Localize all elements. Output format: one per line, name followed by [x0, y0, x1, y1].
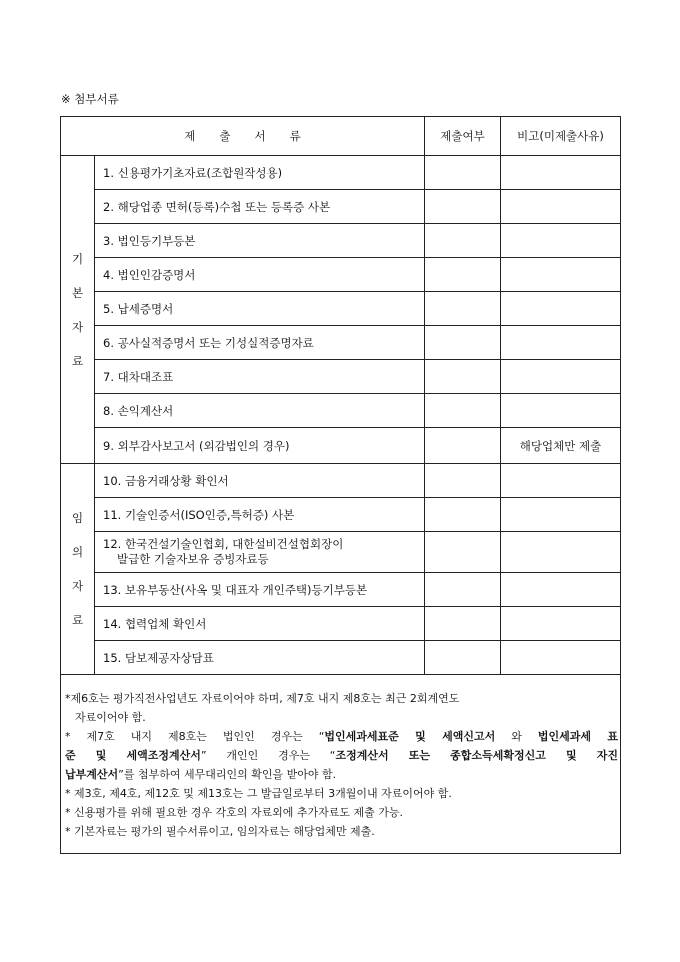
doc-item: 1. 신용평가기초자료(조합원작성용)	[95, 156, 425, 190]
note-5: * 기본자료는 평가의 필수서류이고, 임의자료는 해당업체만 제출.	[65, 825, 375, 838]
table-row	[61, 326, 621, 360]
table-row	[61, 532, 621, 573]
doc-item	[95, 532, 425, 573]
doc-item: 7. 대차대조표	[95, 360, 425, 394]
note-2c: 납부계산서”를 첨부하여 세무대리인의 확인을 받아야 함.	[65, 768, 337, 781]
submitted-cell[interactable]	[425, 428, 501, 464]
table-row	[61, 498, 621, 532]
doc-item: 11. 기술인증서(ISO인증,특허증) 사본	[95, 498, 425, 532]
remark-cell[interactable]	[501, 156, 621, 190]
doc-item: 4. 법인인감증명서	[95, 258, 425, 292]
remark-cell[interactable]	[501, 258, 621, 292]
remark-cell[interactable]	[501, 224, 621, 258]
submitted-cell[interactable]	[425, 498, 501, 532]
table-row	[61, 224, 621, 258]
submitted-cell[interactable]	[425, 258, 501, 292]
doc-item: 5. 납세증명서	[95, 292, 425, 326]
doc-item: 2. 해당업종 면허(등록)수첩 또는 등록증 사본	[95, 190, 425, 224]
remark-cell[interactable]	[501, 394, 621, 428]
submitted-cell[interactable]	[425, 326, 501, 360]
table-row	[61, 573, 621, 607]
submitted-cell[interactable]	[425, 190, 501, 224]
table-row	[61, 292, 621, 326]
notes-row	[61, 675, 621, 854]
doc-item: 3. 법인등기부등본	[95, 224, 425, 258]
note-4: * 신용평가를 위해 필요한 경우 각호의 자료외에 추가자료도 제출 가능.	[65, 806, 403, 819]
submitted-cell[interactable]	[425, 607, 501, 641]
submitted-cell[interactable]	[425, 224, 501, 258]
submitted-cell[interactable]	[425, 464, 501, 498]
doc-item: 8. 손익계산서	[95, 394, 425, 428]
submitted-cell[interactable]	[425, 156, 501, 190]
table-row	[61, 258, 621, 292]
remark-cell[interactable]	[501, 464, 621, 498]
doc-item-line1: 12. 한국건설기술인협회, 대한설비건설협회장이	[103, 537, 344, 551]
table-row	[61, 360, 621, 394]
submitted-cell[interactable]	[425, 360, 501, 394]
submitted-cell[interactable]	[425, 532, 501, 573]
remark-cell[interactable]	[501, 641, 621, 675]
header-documents: 제 출 서 류	[61, 117, 425, 156]
category-basic: 기 본 자 료	[61, 156, 95, 464]
remark-cell[interactable]	[501, 292, 621, 326]
table-row	[61, 607, 621, 641]
doc-item: 9. 외부감사보고서 (외감법인의 경우)	[95, 428, 425, 464]
table-row	[61, 394, 621, 428]
category-optional: 임 의 자 료	[61, 464, 95, 675]
table-row	[61, 190, 621, 224]
header-remarks: 비고(미제출사유)	[501, 117, 621, 156]
attachment-documents-table	[60, 116, 621, 854]
remark-cell[interactable]	[501, 360, 621, 394]
submitted-cell[interactable]	[425, 573, 501, 607]
remark-cell[interactable]	[501, 607, 621, 641]
note-1a: *제6호는 평가직전사업년도 자료이어야 하며, 제7호 내지 제8호는 최근 2회계연도	[65, 692, 460, 705]
doc-item: 13. 보유부동산(사옥 및 대표자 개인주택)등기부등본	[95, 573, 425, 607]
remark-cell[interactable]: 해당업체만 제출	[501, 428, 621, 464]
remark-cell[interactable]	[501, 326, 621, 360]
remark-cell[interactable]	[501, 498, 621, 532]
remark-cell[interactable]	[501, 532, 621, 573]
notes-cell	[61, 675, 621, 854]
section-title: ※ 첨부서류	[61, 92, 119, 106]
table-row	[61, 641, 621, 675]
doc-item-line2: 발급한 기술자보유 증빙자료등	[117, 552, 269, 566]
doc-item: 6. 공사실적증명서 또는 기성실적증명자료	[95, 326, 425, 360]
doc-item: 14. 협력업체 확인서	[95, 607, 425, 641]
table-row	[61, 428, 621, 464]
table-header-row	[61, 117, 621, 156]
table-row	[61, 156, 621, 190]
remark-cell[interactable]	[501, 190, 621, 224]
table-row	[61, 464, 621, 498]
doc-item: 10. 금융거래상황 확인서	[95, 464, 425, 498]
submitted-cell[interactable]	[425, 292, 501, 326]
header-submitted: 제출여부	[425, 117, 501, 156]
note-2b: 준 및 세액조정계산서” 개인인 경우는 “조정계산서 또는 종합소득세확정신고 및 자진	[65, 749, 618, 762]
submitted-cell[interactable]	[425, 394, 501, 428]
submitted-cell[interactable]	[425, 641, 501, 675]
remark-cell[interactable]	[501, 573, 621, 607]
doc-item: 15. 담보제공자상담표	[95, 641, 425, 675]
note-1b: 자료이어야 함.	[75, 711, 146, 724]
note-3: * 제3호, 제4호, 제12호 및 제13호는 그 발급일로부터 3개월이내 자료이어야 함.	[65, 787, 452, 800]
note-2a: * 제7호 내지 제8호는 법인인 경우는 “법인세과세표준 및 세액신고서 와 법인세과세 표	[65, 730, 618, 743]
